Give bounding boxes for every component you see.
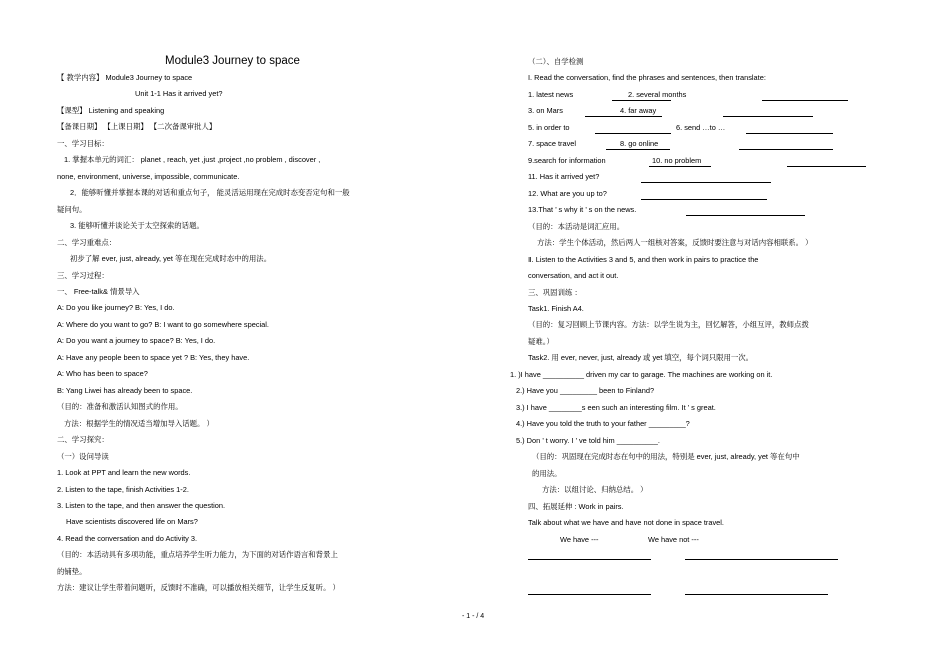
answer-blank[interactable] (606, 149, 670, 150)
answer-blank[interactable] (585, 116, 662, 117)
section-heading: 三、学习过程： (57, 271, 109, 280)
step-line: 1. Look at PPT and learn the new words. (57, 468, 191, 477)
step-line: 4. Read the conversation and do Activity 3. (57, 534, 198, 543)
method-note: 方法：根据学生的情况适当增加导入话题。 ） (64, 419, 214, 428)
key-points: 初步了解 ever, just, already, yet 等在现在完成时态中的用法。 (70, 254, 272, 263)
phrase-item: 7. space travel (528, 139, 577, 148)
answer-blank[interactable] (739, 149, 833, 150)
task1-line: Task1. Finish A4. (528, 304, 584, 313)
dialogue-line: A: Have any people been to space yet ? B: Yes, they have. (57, 353, 250, 362)
answer-blank[interactable] (612, 100, 671, 101)
answer-blank[interactable] (641, 182, 771, 183)
method-note: 方法：以组讨论、归纳总结。 ） (542, 485, 648, 494)
document-title: Module3 Journey to space (165, 55, 300, 67)
answer-blank[interactable] (686, 215, 805, 216)
we-have-not-label: We have not --- (648, 535, 699, 544)
answer-blank[interactable] (787, 166, 866, 167)
unit-line: Unit 1-1 Has it arrived yet? (135, 89, 223, 98)
purpose-note-cont: 疑难。） (528, 337, 554, 346)
writing-line[interactable] (685, 594, 828, 595)
we-have-label: We have --- (560, 535, 599, 544)
dialogue-line: A: Do you want a journey to space? B: Yes, I do. (57, 336, 216, 345)
task-instruction: I. Read the conversation, find the phrases and sentences, then translate: (528, 73, 766, 82)
section-heading: 二、学习探究： (57, 435, 109, 444)
page-number: - 1 - / 4 (462, 613, 485, 620)
step-line: 2. Listen to the tape, finish Activities 1-2. (57, 485, 189, 494)
subsection-heading: 一、 Free-talk& 情景导入 (57, 287, 140, 296)
dialogue-line: A: Do you like journey? B: Yes, I do. (57, 303, 175, 312)
answer-blank[interactable] (746, 133, 833, 134)
sentence-item: 13.That ’ s why it ’ s on the news. (528, 205, 637, 214)
dialogue-line: B: Yang Liwei has already been to space. (57, 386, 193, 395)
phrase-item: 8. go online (620, 139, 659, 148)
sentence-item: 12. What are you up to? (528, 189, 607, 198)
phrase-item: 4. far away (620, 106, 657, 115)
objective-1: 1. 掌握本单元的词汇： planet , reach, yet ,just ,project ,no problem , discover , (64, 155, 321, 164)
phrase-item: 10. no problem (652, 156, 702, 165)
task-instruction: Ⅱ. Listen to the Activities 3 and 5, and then work in pairs to practice the (528, 255, 759, 264)
writing-line[interactable] (528, 559, 651, 560)
purpose-note: （目的：本活动具有多项功能，重点培养学生听力能力，为下面的对话作语言和背景上 (57, 550, 338, 559)
section-heading: 二、学习重难点： (57, 238, 117, 247)
phrase-item: 2. several months (628, 90, 687, 99)
objective-1-cont: none, environment, universe, impossible, communicate. (57, 172, 240, 181)
purpose-note: （目的：复习回顾上节课内容。方法：以学生说为主，回忆解答，小组互评，教师点拨 (528, 320, 809, 329)
phrase-item: 6. send …to … (676, 123, 726, 132)
phrase-item: 9.search for information (528, 156, 606, 165)
talk-instruction: Talk about what we have and have not done in space travel. (528, 518, 724, 527)
section-heading: 三、巩固训练 ： (528, 288, 582, 297)
self-check-heading: （二）、自学检测 (528, 57, 584, 66)
dialogue-line: A: Where do you want to go? B: I want to go somewhere special. (57, 320, 269, 329)
objective-2-cont: 疑问句。 (57, 205, 87, 214)
method-note: 方法：学生个体活动，然后两人一组核对答案，反馈时要注意与对话内容相联系。 ） (537, 238, 813, 247)
objective-3: 3. 能够听懂并谈论关于太空探索的话题。 (70, 221, 204, 230)
phrase-item: 1. latest news (528, 90, 574, 99)
lesson-content-line: 【 教学内容】 Module3 Journey to space (57, 73, 193, 82)
answer-blank[interactable] (762, 100, 848, 101)
exercise-item: 2.) Have you _________ been to Finland? (516, 386, 655, 395)
purpose-note: （目的：本活动是词汇应用。 (528, 222, 625, 231)
answer-blank[interactable] (723, 116, 813, 117)
exercise-item: 4.) Have you told the truth to your father _________? (516, 419, 690, 428)
task-instruction-cont: conversation, and act it out. (528, 271, 619, 280)
dialogue-line: A: Who has been to space? (57, 369, 148, 378)
method-note: 方法：建议让学生带着问题听，反馈时不准确，可以播放相关细节，让学生反复听。 ） (57, 583, 340, 592)
section-heading: 四、拓展延伸 : Work in pairs. (528, 502, 624, 511)
writing-line[interactable] (685, 559, 838, 560)
answer-blank[interactable] (595, 133, 671, 134)
writing-line[interactable] (528, 594, 651, 595)
phrase-item: 5. in order to (528, 123, 570, 132)
dates-line: 【备课日期】 【上课日期】 【二次备课审批人】 (57, 122, 217, 131)
sentence-item: 11. Has it arrived yet? (528, 172, 600, 181)
task2-line: Task2. 用 ever, never, just, already 或 yet 填空，每个词只限用一次。 (528, 353, 754, 362)
phrase-item: 3. on Mars (528, 106, 563, 115)
lesson-type-line: 【课型】 Listening and speaking (57, 106, 165, 115)
purpose-note: （目的：准备和激活认知图式的作用。 (57, 402, 183, 411)
purpose-note: （目的：巩固现在完成时态在句中的用法，特别是 ever, just, already, yet 等在句中 (532, 452, 800, 461)
purpose-note-cont: 的用法。 (532, 469, 562, 478)
subsection-heading: （一）设问导读 (57, 452, 109, 461)
section-heading: 一、学习目标： (57, 139, 109, 148)
exercise-item: 1. )I have __________ driven my car to garage. The machines are working on it. (510, 370, 773, 379)
objective-2: 2．能够听懂并掌握本课的对话和重点句子， 能灵活运用现在完成时态变否定句和一般 (70, 188, 350, 197)
purpose-note-cont: 的铺垫。 (57, 567, 87, 576)
answer-blank[interactable] (641, 199, 767, 200)
step-line: 3. Listen to the tape, and then answer the question. (57, 501, 226, 510)
exercise-item: 3.) I have ________s een such an interesting film. It ’ s great. (516, 403, 716, 412)
answer-blank[interactable] (649, 166, 711, 167)
exercise-item: 5.) Don ’ t worry. I ’ ve told him __________. (516, 436, 660, 445)
question-line: Have scientists discovered life on Mars? (66, 517, 198, 526)
